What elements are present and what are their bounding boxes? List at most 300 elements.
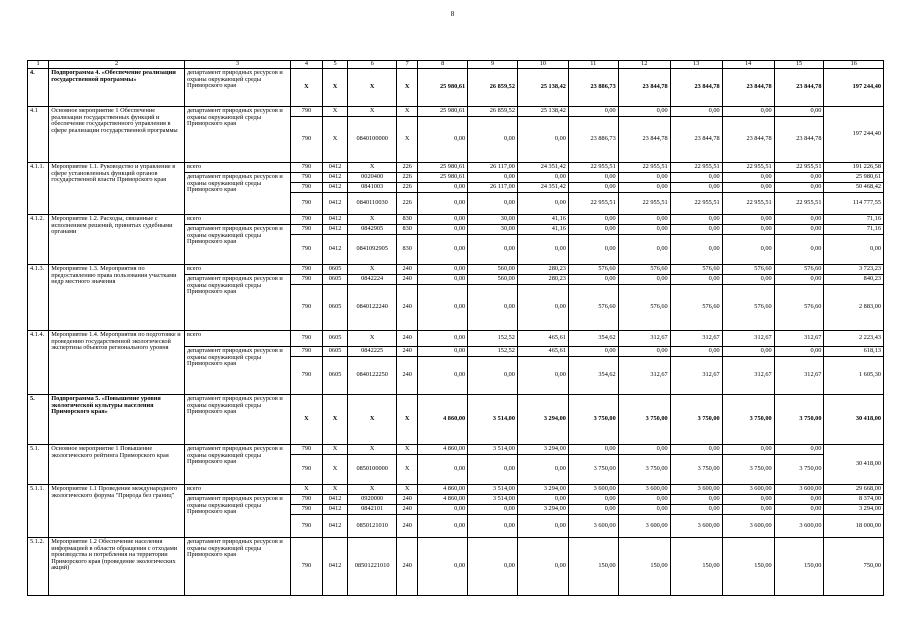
code-csr: 0840100000: [348, 117, 397, 163]
code-csr: X: [348, 215, 397, 225]
row-number: 5.1.: [28, 445, 49, 485]
value-cell: 25 980,61: [418, 107, 468, 117]
value-cell: 312,67: [774, 357, 824, 395]
value-cell: 197 244,40: [824, 69, 884, 107]
value-cell: 354,62: [568, 331, 618, 347]
code-rzpr: X: [322, 117, 347, 163]
table-row: [28, 445, 884, 455]
code-rzpr: X: [322, 455, 347, 485]
header-cell: 1: [28, 61, 49, 69]
value-cell: 0,00: [418, 275, 468, 285]
table-row: [28, 107, 884, 117]
value-cell: 0,00: [517, 515, 568, 538]
value-cell: 0,00: [722, 495, 774, 505]
value-cell: 0,00: [670, 347, 722, 357]
value-cell: 41,16: [517, 225, 568, 235]
value-cell: 0,00: [418, 515, 468, 538]
value-cell: 0,00: [568, 505, 618, 515]
value-cell: 0,00: [568, 173, 618, 183]
code-rzpr: 0412: [322, 193, 347, 215]
code-vr: X: [397, 69, 418, 107]
value-cell: 0,00: [722, 445, 774, 455]
value-cell: 22 955,51: [774, 163, 824, 173]
code-rzpr: 0412: [322, 495, 347, 505]
code-csr: 0841092905: [348, 235, 397, 265]
value-cell: 0,00: [517, 357, 568, 395]
table-row: [28, 69, 884, 107]
code-csr: 0842101: [348, 505, 397, 515]
value-cell: 750,00: [824, 538, 884, 596]
value-cell: 150,00: [618, 538, 670, 596]
code-rzpr: 0412: [322, 505, 347, 515]
value-cell: 0,00: [517, 495, 568, 505]
value-cell: 0,00: [418, 265, 468, 275]
value-cell: 0,00: [618, 495, 670, 505]
value-cell: 312,67: [670, 331, 722, 347]
header-cell: 3: [184, 61, 290, 69]
code-rzpr: X: [322, 445, 347, 455]
value-cell: 25 138,42: [517, 107, 568, 117]
value-cell: 576,60: [670, 285, 722, 331]
value-cell: 465,61: [517, 331, 568, 347]
code-csr: 0842224: [348, 275, 397, 285]
value-cell: 0,00: [774, 347, 824, 357]
value-cell: 3 514,00: [468, 495, 518, 505]
value-cell: 3 750,00: [722, 455, 774, 485]
value-cell: 3 600,00: [774, 485, 824, 495]
responsible-cell: всего: [184, 215, 290, 225]
code-vr: 240: [397, 275, 418, 285]
value-cell: 0,00: [568, 235, 618, 265]
value-cell: 0,00: [517, 173, 568, 183]
row-number: 5.1.1.: [28, 485, 49, 538]
value-cell: 0,00: [618, 505, 670, 515]
code-csr: X: [348, 395, 397, 445]
value-cell: 618,13: [824, 347, 884, 357]
value-cell: 0,00: [468, 505, 518, 515]
value-cell: 0,00: [418, 538, 468, 596]
value-cell: 0,00: [568, 275, 618, 285]
responsible-cell: департамент природных ресурсов и охраны окружающей среды Приморского края: [184, 225, 290, 265]
value-cell: 30,00: [468, 215, 518, 225]
value-cell: 0,00: [618, 183, 670, 193]
code-csr: X: [348, 107, 397, 117]
code-rzpr: 0412: [322, 215, 347, 225]
header-cell: 9: [468, 61, 518, 69]
value-cell: 0,00: [517, 285, 568, 331]
code-grbs: 790: [291, 357, 323, 395]
value-cell: 23 886,73: [568, 69, 618, 107]
code-grbs: 790: [291, 193, 323, 215]
value-cell: 24 351,42: [517, 183, 568, 193]
responsible-cell: департамент природных ресурсов и охраны окружающей среды Приморского края: [184, 445, 290, 485]
value-cell: 0,00: [670, 275, 722, 285]
value-cell: 0,00: [722, 347, 774, 357]
value-cell: 0,00: [418, 235, 468, 265]
value-cell: 22 955,51: [722, 163, 774, 173]
value-cell: 840,23: [824, 275, 884, 285]
code-rzpr: X: [322, 395, 347, 445]
table-row: [28, 485, 884, 495]
value-cell: 0,00: [722, 505, 774, 515]
value-cell: 280,23: [517, 265, 568, 275]
value-cell: 0,00: [517, 538, 568, 596]
value-cell: 0,00: [774, 107, 824, 117]
code-csr: X: [348, 163, 397, 173]
code-rzpr: 0412: [322, 163, 347, 173]
code-grbs: 790: [291, 225, 323, 235]
value-cell: 0,00: [722, 215, 774, 225]
value-cell: 4 860,00: [418, 445, 468, 455]
value-cell: 0,00: [670, 107, 722, 117]
code-grbs: 790: [291, 183, 323, 193]
code-vr: 226: [397, 173, 418, 183]
value-cell: 0,00: [418, 225, 468, 235]
value-cell: 0,00: [618, 173, 670, 183]
value-cell: 0,00: [618, 225, 670, 235]
code-csr: X: [348, 265, 397, 275]
code-grbs: 790: [291, 347, 323, 357]
value-cell: 152,52: [468, 347, 518, 357]
value-cell: 576,60: [618, 265, 670, 275]
responsible-cell: всего: [184, 265, 290, 275]
value-cell: 41,16: [517, 215, 568, 225]
code-rzpr: 0605: [322, 357, 347, 395]
code-vr: X: [397, 445, 418, 455]
table-row: [28, 163, 884, 173]
code-grbs: 790: [291, 173, 323, 183]
code-grbs: 790: [291, 275, 323, 285]
value-cell: 3 514,00: [468, 395, 518, 445]
responsible-cell: департамент природных ресурсов и охраны окружающей среды Приморского края: [184, 395, 290, 445]
value-cell: 22 955,51: [618, 193, 670, 215]
code-grbs: 790: [291, 331, 323, 347]
row-name: Мероприятие 1.2 Обеспечение населения информацией в области обращения с отходами производства и потребления на территории Приморского края (проведение экологических акций): [49, 538, 185, 596]
responsible-cell: департамент природных ресурсов и охраны окружающей среды Приморского края: [184, 495, 290, 538]
value-cell: 0,00: [418, 193, 468, 215]
value-cell: 3 294,00: [517, 505, 568, 515]
value-cell: 0,00: [774, 505, 824, 515]
value-cell: 0,00: [618, 107, 670, 117]
header-cell: 11: [568, 61, 618, 69]
code-vr: 240: [397, 505, 418, 515]
value-cell: 0,00: [618, 275, 670, 285]
value-cell: 1 605,30: [824, 357, 884, 395]
code-rzpr: 0412: [322, 538, 347, 596]
code-grbs: 790: [291, 538, 323, 596]
value-cell: 280,23: [517, 275, 568, 285]
value-cell: 0,00: [824, 235, 884, 265]
row-name: Мероприятие 1.3. Мероприятия по предоставлению права пользования участками недр местного значения: [49, 265, 185, 331]
value-cell: 23 844,78: [670, 69, 722, 107]
value-cell: 0,00: [568, 347, 618, 357]
value-cell: 3 750,00: [774, 395, 824, 445]
code-csr: 0020400: [348, 173, 397, 183]
value-cell: 0,00: [418, 455, 468, 485]
value-cell: 0,00: [468, 357, 518, 395]
code-rzpr: X: [322, 485, 347, 495]
value-cell: 3 750,00: [568, 395, 618, 445]
code-grbs: 790: [291, 445, 323, 455]
value-cell: 3 600,00: [618, 485, 670, 495]
value-cell: 0,00: [568, 495, 618, 505]
header-cell: 14: [722, 61, 774, 69]
code-csr: 0850100000: [348, 455, 397, 485]
code-vr: 226: [397, 183, 418, 193]
value-cell: 576,60: [774, 285, 824, 331]
header-cell: 12: [618, 61, 670, 69]
value-cell: 3 600,00: [568, 485, 618, 495]
value-cell: 0,00: [618, 215, 670, 225]
value-cell: 25 980,61: [418, 163, 468, 173]
value-cell: 30 418,00: [824, 395, 884, 445]
value-cell: 0,00: [722, 235, 774, 265]
code-rzpr: 0605: [322, 347, 347, 357]
value-cell: 22 955,51: [568, 163, 618, 173]
responsible-cell: всего: [184, 163, 290, 173]
code-grbs: 790: [291, 235, 323, 265]
code-rzpr: 0412: [322, 183, 347, 193]
value-cell: 71,16: [824, 225, 884, 235]
code-rzpr: 0412: [322, 173, 347, 183]
value-cell: 576,60: [722, 265, 774, 275]
value-cell: 0,00: [568, 445, 618, 455]
responsible-cell: департамент природных ресурсов и охраны окружающей среды Приморского края: [184, 275, 290, 331]
value-cell: 0,00: [468, 173, 518, 183]
code-vr: 226: [397, 193, 418, 215]
value-cell: 0,00: [468, 193, 518, 215]
value-cell: 3 723,23: [824, 265, 884, 275]
value-cell: 26 859,52: [468, 107, 518, 117]
value-cell: 24 351,42: [517, 163, 568, 173]
code-grbs: 790: [291, 265, 323, 275]
value-cell: 0,00: [418, 331, 468, 347]
value-cell: 22 955,51: [618, 163, 670, 173]
value-cell: 465,61: [517, 347, 568, 357]
value-cell: 23 844,78: [774, 69, 824, 107]
table-row: [28, 395, 884, 445]
code-grbs: 790: [291, 215, 323, 225]
value-cell: 576,60: [670, 265, 722, 275]
row-number: 4.1.3.: [28, 265, 49, 331]
code-vr: X: [397, 455, 418, 485]
value-cell: 312,67: [722, 357, 774, 395]
code-grbs: 790: [291, 117, 323, 163]
value-cell: 312,67: [670, 357, 722, 395]
value-cell: 3 750,00: [618, 455, 670, 485]
value-cell: 3 514,00: [468, 445, 518, 455]
header-cell: 13: [670, 61, 722, 69]
code-vr: X: [397, 485, 418, 495]
value-cell: 191 226,58: [824, 163, 884, 173]
code-csr: X: [348, 485, 397, 495]
value-cell: 0,00: [774, 495, 824, 505]
code-csr: X: [348, 69, 397, 107]
value-cell: 0,00: [468, 455, 518, 485]
responsible-cell: департамент природных ресурсов и охраны окружающей среды Приморского края: [184, 107, 290, 163]
value-cell: 576,60: [774, 265, 824, 275]
value-cell: 0,00: [774, 183, 824, 193]
value-cell: 0,00: [618, 347, 670, 357]
code-vr: 240: [397, 495, 418, 505]
value-cell: 22 955,51: [670, 193, 722, 215]
value-cell: 0,00: [568, 215, 618, 225]
value-cell: 0,00: [670, 235, 722, 265]
value-cell: 0,00: [722, 183, 774, 193]
code-vr: X: [397, 107, 418, 117]
code-rzpr: 0605: [322, 275, 347, 285]
value-cell: 25 980,61: [824, 173, 884, 183]
code-csr: 0840122240: [348, 285, 397, 331]
code-csr: 08501221010: [348, 538, 397, 596]
header-cell: 8: [418, 61, 468, 69]
value-cell: 0,00: [670, 495, 722, 505]
value-cell: 0,00: [774, 215, 824, 225]
value-cell: 0,00: [722, 275, 774, 285]
code-rzpr: 0412: [322, 225, 347, 235]
value-cell: 0,00: [517, 235, 568, 265]
value-cell: 0,00: [468, 117, 518, 163]
value-cell: 0,00: [670, 215, 722, 225]
value-cell: 0,00: [618, 235, 670, 265]
value-cell: 25 980,61: [418, 69, 468, 107]
value-cell: 23 886,73: [568, 117, 618, 163]
value-cell: 4 860,00: [418, 485, 468, 495]
value-cell: 0,00: [418, 347, 468, 357]
value-cell: 23 844,78: [722, 69, 774, 107]
row-number: 4.1.1.: [28, 163, 49, 215]
value-cell: 23 844,78: [722, 117, 774, 163]
code-csr: 0850121010: [348, 515, 397, 538]
table-row: [28, 538, 884, 596]
value-cell: 0,00: [774, 235, 824, 265]
value-cell: 22 955,51: [774, 193, 824, 215]
row-name: Мероприятие 1.1. Руководство и управление в сфере установленных функций органов государственной власти Приморского края: [49, 163, 185, 215]
value-cell: 0,00: [418, 183, 468, 193]
value-cell: 0,00: [468, 538, 518, 596]
value-cell: 4 860,00: [418, 395, 468, 445]
code-csr: 0840110030: [348, 193, 397, 215]
table-body: [28, 61, 884, 596]
value-cell: 4 860,00: [418, 495, 468, 505]
total-cell: 197 244,40: [824, 107, 884, 163]
value-cell: 0,00: [774, 225, 824, 235]
value-cell: 3 600,00: [722, 515, 774, 538]
value-cell: 576,60: [568, 265, 618, 275]
value-cell: 71,16: [824, 215, 884, 225]
row-number: 4.1.4.: [28, 331, 49, 395]
value-cell: 3 750,00: [774, 455, 824, 485]
value-cell: 23 844,78: [670, 117, 722, 163]
value-cell: 0,00: [618, 445, 670, 455]
value-cell: 0,00: [468, 515, 518, 538]
code-rzpr: 0605: [322, 285, 347, 331]
code-csr: X: [348, 445, 397, 455]
value-cell: 0,00: [468, 235, 518, 265]
value-cell: 25 980,61: [418, 173, 468, 183]
value-cell: 29 668,00: [824, 485, 884, 495]
value-cell: 0,00: [722, 173, 774, 183]
code-vr: 830: [397, 215, 418, 225]
total-cell: 30 418,00: [824, 445, 884, 485]
value-cell: 0,00: [774, 445, 824, 455]
code-grbs: 790: [291, 455, 323, 485]
value-cell: 3 514,00: [468, 485, 518, 495]
value-cell: 26 117,00: [468, 183, 518, 193]
code-grbs: 790: [291, 163, 323, 173]
row-number: 5.1.2.: [28, 538, 49, 596]
value-cell: 3 600,00: [568, 515, 618, 538]
header-cell: 16: [824, 61, 884, 69]
row-name: Мероприятие 1.4. Мероприятия по подготовке и проведению государственной экологической экспертизы объектов регионального уровня: [49, 331, 185, 395]
value-cell: 0,00: [418, 285, 468, 331]
row-name: Основное мероприятие 1 Обеспечение реализации государственных функций и обеспечение государственного управления в сфере реализации государственной программы: [49, 107, 185, 163]
value-cell: 576,60: [568, 285, 618, 331]
row-number: 4.1: [28, 107, 49, 163]
value-cell: 3 600,00: [774, 515, 824, 538]
header-cell: 15: [774, 61, 824, 69]
code-grbs: 790: [291, 505, 323, 515]
value-cell: 0,00: [418, 117, 468, 163]
row-name: Мероприятие 1.1 Проведение международного экологического форума "Природа без границ": [49, 485, 185, 538]
value-cell: 152,52: [468, 331, 518, 347]
page-number: 8: [450, 10, 455, 18]
row-number: 4.1.2.: [28, 215, 49, 265]
responsible-cell: всего: [184, 485, 290, 495]
code-rzpr: 0412: [322, 235, 347, 265]
value-cell: 3 750,00: [618, 395, 670, 445]
code-vr: 240: [397, 538, 418, 596]
code-vr: X: [397, 395, 418, 445]
code-rzpr: X: [322, 107, 347, 117]
value-cell: 312,67: [774, 331, 824, 347]
value-cell: 3 600,00: [670, 485, 722, 495]
value-cell: 312,67: [722, 331, 774, 347]
value-cell: 3 600,00: [618, 515, 670, 538]
value-cell: 150,00: [568, 538, 618, 596]
value-cell: 0,00: [670, 445, 722, 455]
value-cell: 0,00: [670, 505, 722, 515]
code-csr: 0842905: [348, 225, 397, 235]
row-name: Мероприятие 1.2. Расходы, связанные с исполнением решений, принятых судебными органами: [49, 215, 185, 265]
value-cell: 576,60: [618, 285, 670, 331]
code-rzpr: 0412: [322, 515, 347, 538]
value-cell: 3 294,00: [824, 505, 884, 515]
code-grbs: X: [291, 395, 323, 445]
value-cell: 0,00: [568, 183, 618, 193]
code-vr: 240: [397, 331, 418, 347]
value-cell: 0,00: [670, 183, 722, 193]
code-csr: 0920000: [348, 495, 397, 505]
code-vr: 240: [397, 515, 418, 538]
value-cell: 354,62: [568, 357, 618, 395]
code-csr: X: [348, 331, 397, 347]
value-cell: 0,00: [517, 455, 568, 485]
value-cell: 0,00: [517, 117, 568, 163]
value-cell: 0,00: [774, 275, 824, 285]
value-cell: 30,00: [468, 225, 518, 235]
value-cell: 25 138,42: [517, 69, 568, 107]
value-cell: 3 750,00: [670, 395, 722, 445]
responsible-cell: департамент природных ресурсов и охраны окружающей среды Приморского края: [184, 69, 290, 107]
code-csr: 0841003: [348, 183, 397, 193]
value-cell: 0,00: [568, 225, 618, 235]
value-cell: 0,00: [670, 225, 722, 235]
code-rzpr: 0605: [322, 331, 347, 347]
value-cell: 3 750,00: [670, 455, 722, 485]
value-cell: 0,00: [568, 107, 618, 117]
header-cell: 4: [291, 61, 323, 69]
